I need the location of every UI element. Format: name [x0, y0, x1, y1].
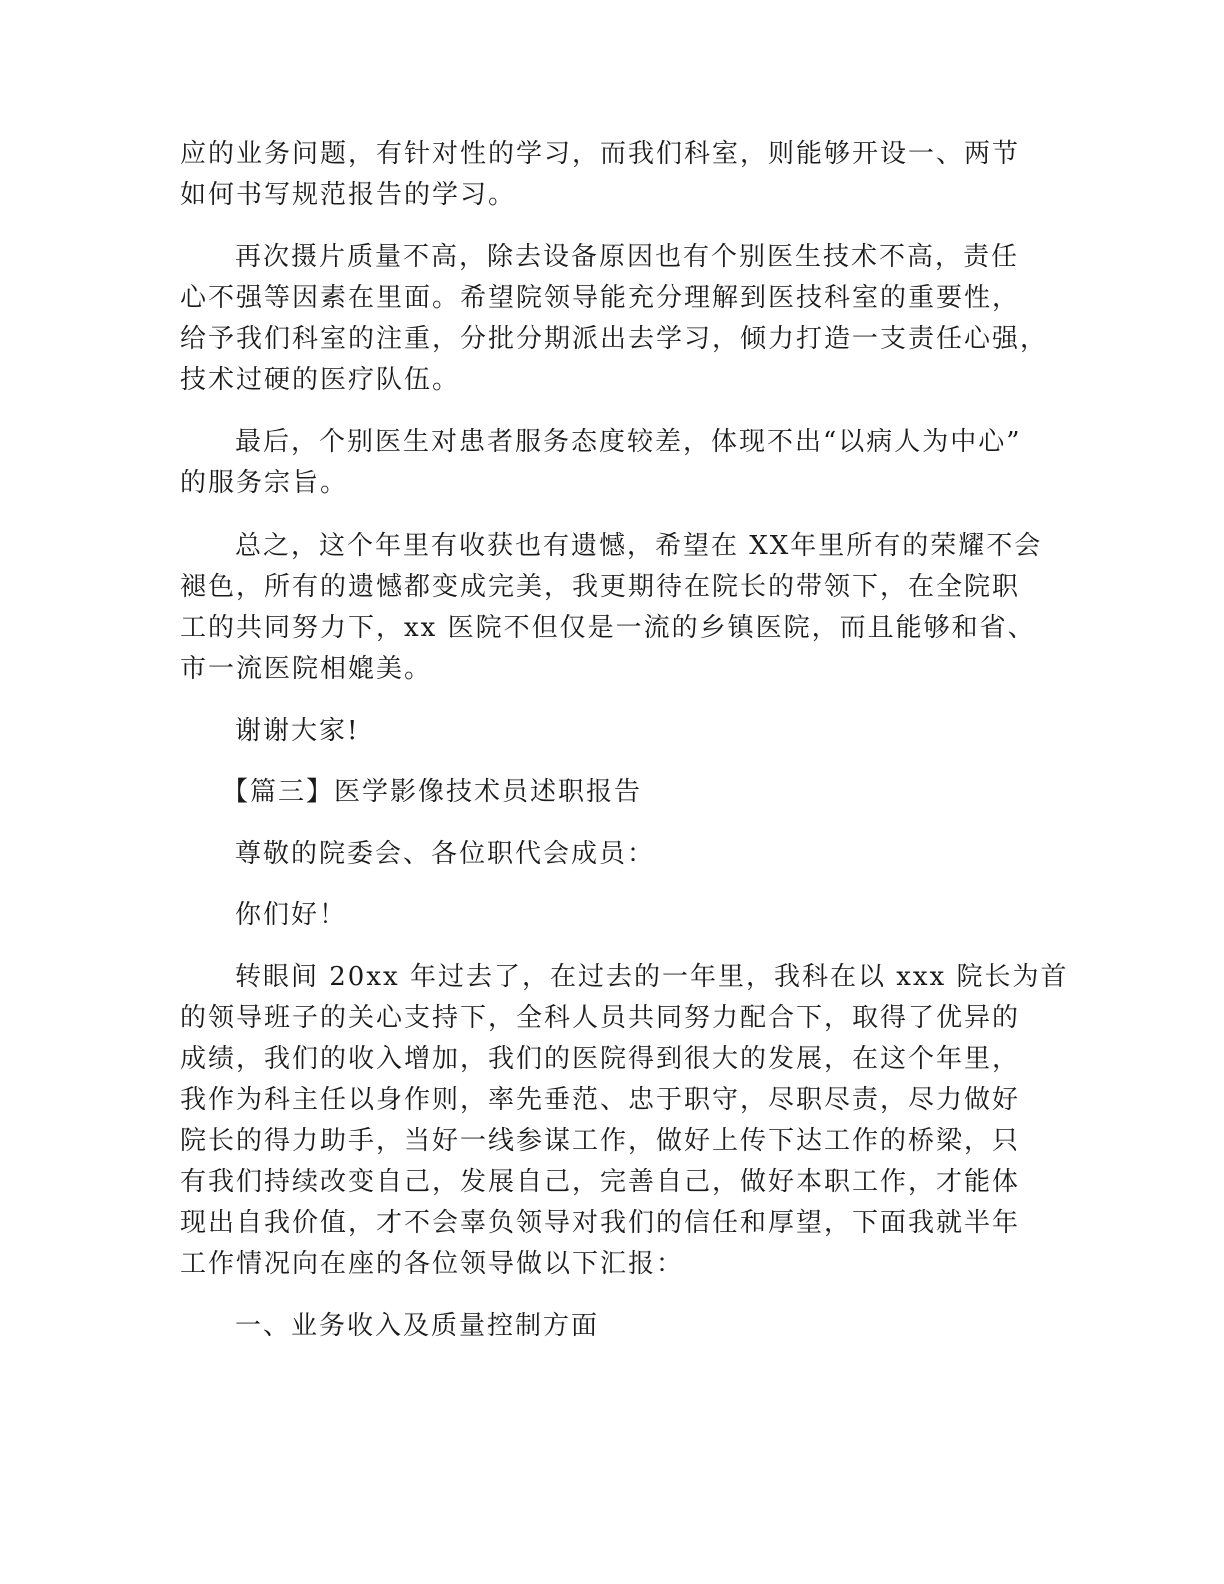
- text-line: 工的共同努力下，xx 医院不但仅是一流的乡镇医院，而且能够和省、: [180, 613, 1036, 643]
- text-line: 工作情况向在座的各位领导做以下汇报：: [180, 1249, 685, 1279]
- text-line: 技术过硬的医疗队伍。: [180, 365, 461, 395]
- text-line: 院长的得力助手，当好一线参谋工作，做好上传下达工作的桥梁，只: [180, 1126, 1021, 1156]
- text-line: 如何书写规范报告的学习。: [180, 180, 517, 210]
- paragraph-image-quality: [180, 237, 1060, 401]
- text-line: 褪色，所有的遗憾都变成完美，我更期待在院长的带领下，在全院职: [180, 572, 1021, 602]
- paragraph-service-attitude: [180, 422, 1060, 504]
- paragraph-salutation: [180, 834, 1060, 875]
- text-line: 再次摄片质量不高，除去设备原因也有个别医生技术不高，责任: [235, 242, 1020, 272]
- paragraph-annual-review: [180, 957, 1069, 1285]
- text-line: 现出自我价值，才不会辜负领导对我们的信任和厚望，下面我就半年: [180, 1208, 1021, 1238]
- paragraph-thanks: [180, 711, 1060, 752]
- section-heading: [180, 772, 1060, 813]
- paragraph-summary: [180, 526, 1060, 690]
- text-line: 我作为科主任以身作则，率先垂范、忠于职守，尽职尽责，尽力做好: [180, 1085, 1021, 1115]
- text-line: 的服务宗旨。: [180, 468, 349, 498]
- text-line: 你们好！: [235, 900, 348, 930]
- text-line: 有我们持续改变自己，发展自己，完善自己，做好本职工作，才能体: [180, 1167, 1021, 1197]
- text-line: 尊敬的院委会、各位职代会成员：: [235, 839, 656, 869]
- text-line: 成绩，我们的收入增加，我们的医院得到很大的发展，在这个年里，: [180, 1044, 1021, 1074]
- text-line: 总之，这个年里有收获也有遗憾，希望在 XX年里所有的荣耀不会: [235, 531, 1043, 561]
- text-line: 转眼间 20xx 年过去了，在过去的一年里，我科在以 xxx 院长为首: [235, 962, 1069, 992]
- paragraph-greeting: [180, 895, 1060, 936]
- text-line: 谢谢大家!: [235, 716, 360, 746]
- text-line: 应的业务问题，有针对性的学习，而我们科室，则能够开设一、两节: [180, 139, 1021, 169]
- text-line: 给予我们科室的注重，分批分期派出去学习，倾力打造一支责任心强，: [180, 324, 1049, 354]
- text-line: 最后，个别医生对患者服务态度较差，体现不出“以病人为中心”: [235, 427, 1022, 457]
- heading-text: 一、业务收入及质量控制方面: [235, 1311, 600, 1341]
- paragraph-study-plan: [180, 134, 1060, 216]
- subsection-heading: [180, 1306, 1060, 1347]
- text-line: 市一流医院相媲美。: [180, 654, 433, 684]
- heading-text: 【篇三】医学影像技术员述职报告: [222, 777, 643, 807]
- text-line: 心不强等因素在里面。希望院领导能充分理解到医技科室的重要性，: [180, 283, 1021, 313]
- text-line: 的领导班子的关心支持下，全科人员共同努力配合下，取得了优异的: [180, 1003, 1021, 1033]
